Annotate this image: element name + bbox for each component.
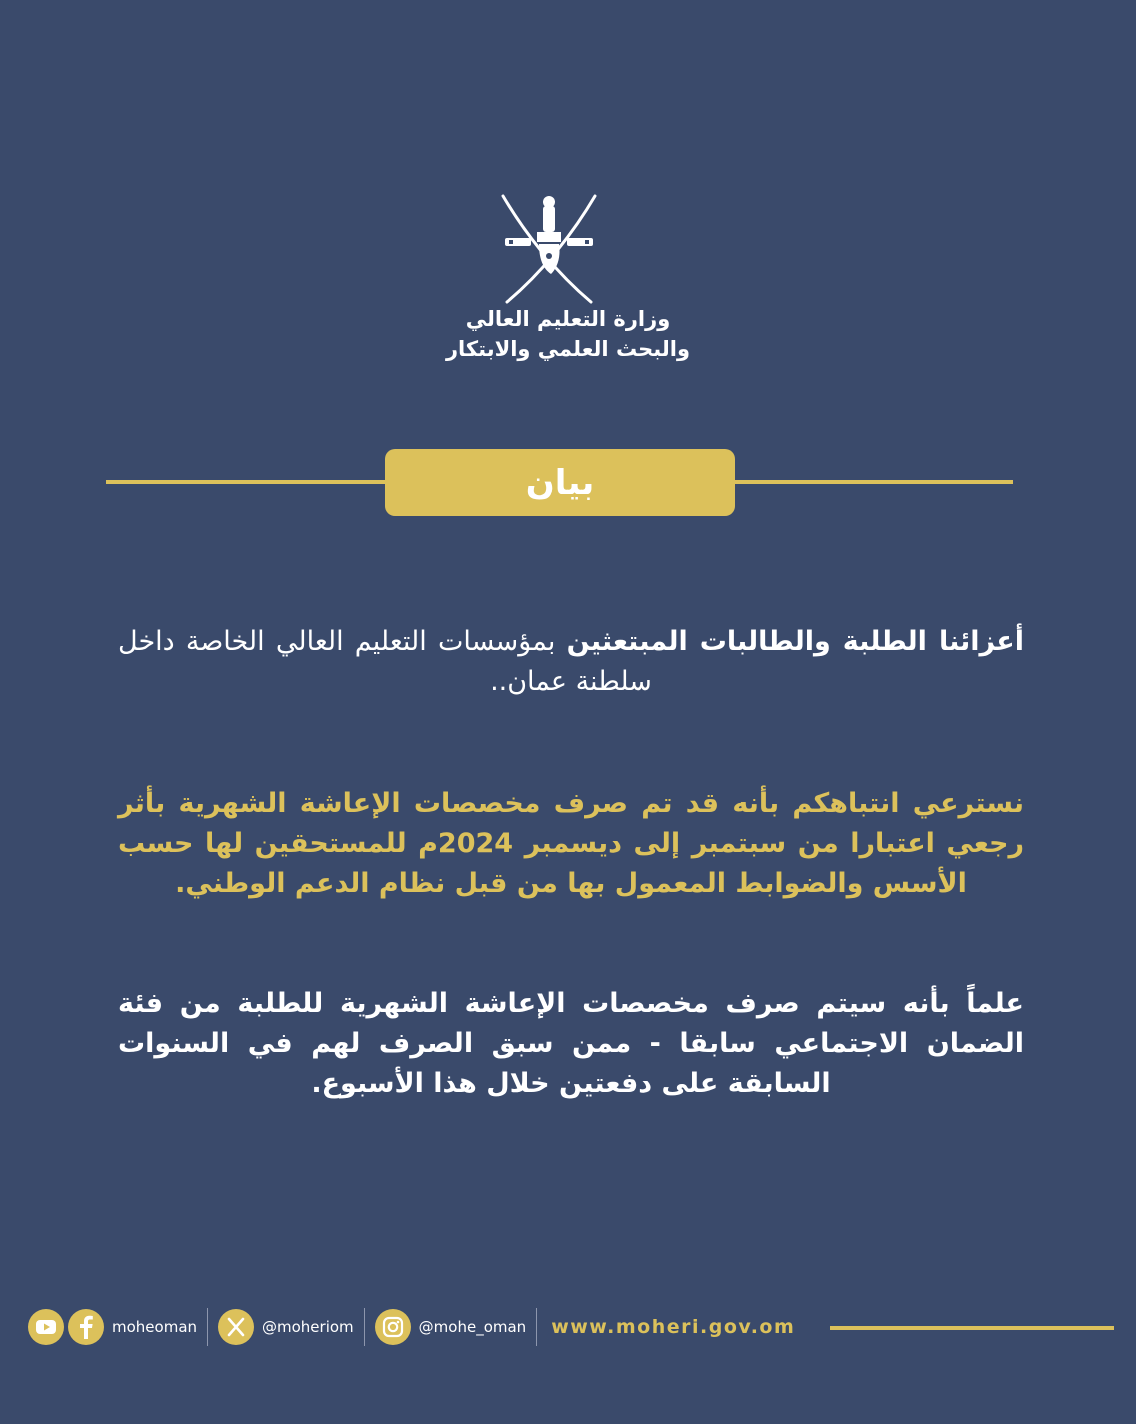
instagram-icon[interactable]	[375, 1309, 411, 1345]
instagram-handle[interactable]: @mohe_oman	[418, 1318, 527, 1336]
intro-bold: أعزائنا الطلبة والطالبات المبتعثين	[566, 626, 1024, 657]
facebook-icon[interactable]	[68, 1309, 104, 1345]
notice-paragraph: نسترعي انتباهكم بأنه قد تم صرف مخصصات الإعاشة الشهرية بأثر رجعي اعتبارا من سبتمبر إلى ديسمبر 2024م للمستحقين لها حسب الأسس والضوابط المعمول بها من قبل نظام الدعم الوطني.	[118, 788, 1024, 899]
intro-rest: بمؤسسات التعليم العالي الخاصة داخل سلطنة عمان..	[118, 626, 652, 697]
website-link[interactable]: www.moheri.gov.om	[551, 1316, 796, 1338]
footer-separator	[207, 1308, 208, 1346]
footer-accent-line	[830, 1326, 1114, 1330]
footer-separator	[364, 1308, 365, 1346]
ministry-name	[368, 304, 768, 364]
divider-right	[733, 480, 1013, 484]
x-handle[interactable]: @moheriom	[262, 1318, 354, 1336]
intro-paragraph	[118, 622, 1024, 702]
youtube-facebook-handle[interactable]: moheoman	[112, 1318, 198, 1336]
divider-left	[106, 480, 388, 484]
note-paragraph: علماً بأنه سيتم صرف مخصصات الإعاشة الشهرية للطلبة من فئة الضمان الاجتماعي سابقا - ممن سبق الصرف لهم في السنوات السابقة على دفعتين خلال هذا الأسبوع.	[118, 988, 1024, 1099]
national-emblem-logo	[493, 190, 605, 306]
x-icon[interactable]	[218, 1309, 254, 1345]
ministry-name-line2: والبحث العلمي والابتكار	[445, 337, 691, 361]
ministry-name-line1: وزارة التعليم العالي	[465, 307, 671, 331]
footer-separator	[536, 1308, 537, 1346]
youtube-icon[interactable]	[28, 1309, 64, 1345]
statement-badge: بيان	[385, 449, 735, 516]
